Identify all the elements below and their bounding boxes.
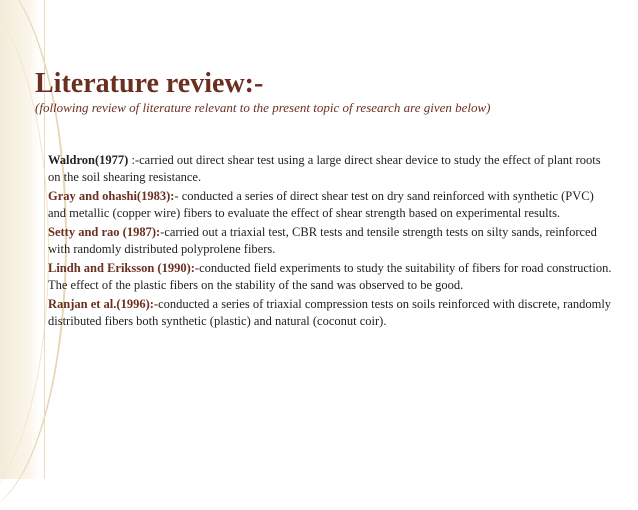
entry-author: Setty and rao (1987):- xyxy=(48,225,165,239)
entry-text: conducted a series of direct shear test on dry sand reinforced with synthetic (PVC) and metallic (copper wire) fibers to evaluate the effect of shear strength based on experimental results. xyxy=(48,189,594,220)
entry-text: conducted a series of triaxial compression tests on soils reinforced with discrete, randomly distributed fibers both synthetic (plastic) and natural (coconut coir). xyxy=(48,297,612,328)
entry-author: Waldron(1977) xyxy=(48,153,129,167)
literature-entry xyxy=(48,224,614,257)
entry-text: :-carried out direct shear test using a large direct shear device to study the effect of plant roots on the soil shearing resistance. xyxy=(48,153,601,184)
slide-title: Literature review:- xyxy=(35,68,264,99)
entry-author: Lindh and Eriksson (1990):- xyxy=(48,261,200,275)
entry-text: carried out a triaxial test, CBR tests and tensile strength tests on silty sands, reinforced with randomly distributed polyprolene fibers. xyxy=(48,225,597,256)
literature-list xyxy=(48,152,614,332)
literature-entry xyxy=(48,188,614,221)
entry-author: Gray and ohashi(1983):- xyxy=(48,189,179,203)
literature-entry xyxy=(48,152,614,185)
entry-text: conducted field experiments to study the suitability of fibers for road construction. The effect of the plastic fibers on the stability of the sand was observed to be good. xyxy=(48,261,612,292)
literature-entry xyxy=(48,260,614,293)
entry-author: Ranjan et al.(1996):- xyxy=(48,297,159,311)
slide-subtitle: (following review of literature relevant to the present topic of research are given below) xyxy=(35,100,491,115)
literature-entry xyxy=(48,296,614,329)
